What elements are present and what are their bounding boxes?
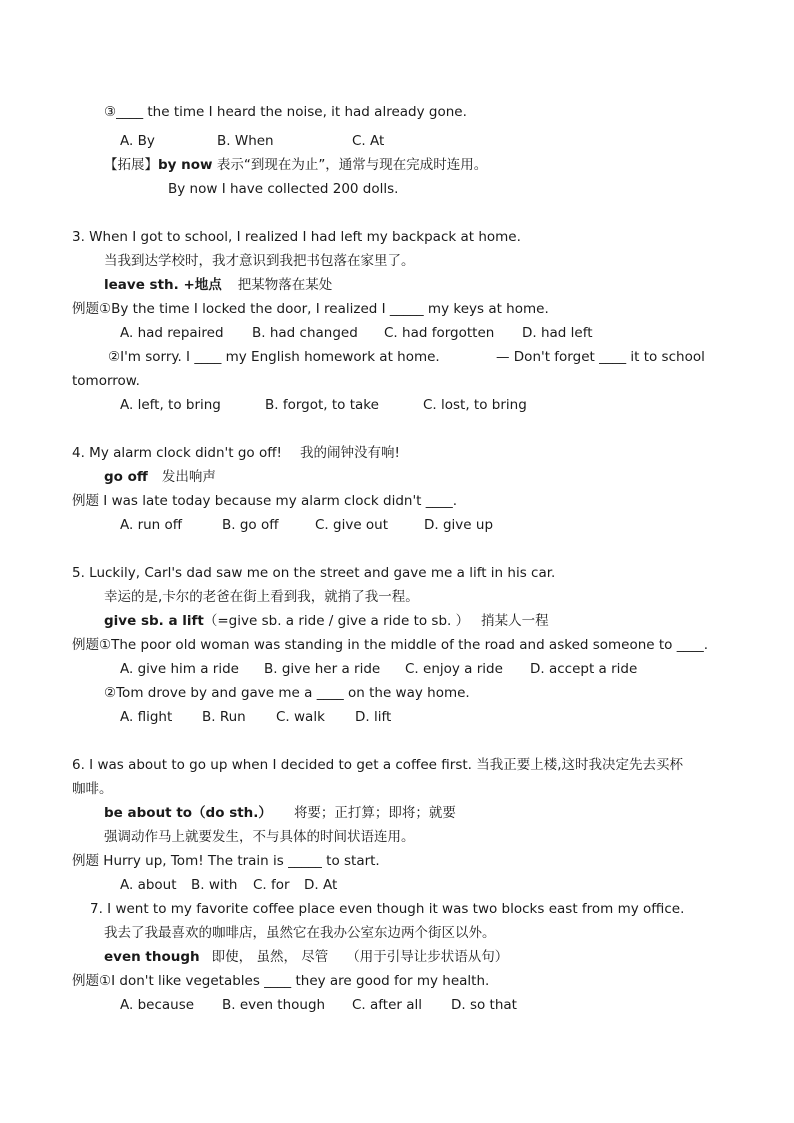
s4-option-d: D. give up <box>424 517 494 533</box>
s5-example-1 <box>72 636 708 654</box>
extension-label: 【拓展】 <box>104 157 158 173</box>
extension-text: 表示“到现在为止”，通常与现在完成时连用。 <box>212 157 488 173</box>
s4-sentence: 4. My alarm clock didn't go off! <box>72 445 282 461</box>
s5-sentence: 5. Luckily, Carl's dad saw me on the street and gave me a lift in his car. <box>72 565 556 581</box>
example-label: 例题 <box>72 493 99 509</box>
s7-example <box>72 972 489 990</box>
s6-option-c: C. for <box>253 877 290 893</box>
s5-example-2-stem: ②Tom drove by and gave me a ____ on the way home. <box>104 685 470 701</box>
s7-phrase-line <box>104 948 508 966</box>
s3-ex2-option-a: A. left, to bring <box>120 397 221 413</box>
s3-example-1 <box>72 300 549 318</box>
s7-option-c: C. after all <box>352 997 423 1013</box>
s5-phrase-meaning: 捎某人一程 <box>481 613 549 629</box>
s4-example-stem: I was late today because my alarm clock didn't ____. <box>99 493 458 509</box>
s5-translation: 幸运的是,卡尔的老爸在街上看到我，就捎了我一程。 <box>104 589 419 605</box>
example-label: 例题 <box>72 301 99 317</box>
s7-example-stem: ①I don't like vegetables ____ they are good for my health. <box>99 973 490 989</box>
s3-ex1-option-b: B. had changed <box>252 325 358 341</box>
s5-ex2-option-c: C. walk <box>276 709 325 725</box>
s4-phrase-meaning: 发出响声 <box>161 469 216 485</box>
s3-sentence: 3. When I got to school, I realized I had left my backpack at home. <box>72 229 521 245</box>
q3-option-c: C. At <box>352 133 385 149</box>
s6-example <box>72 852 380 870</box>
s3-example-1-stem: ①By the time I locked the door, I realized I _____ my keys at home. <box>99 301 549 317</box>
s3-translation: 当我到达学校时，我才意识到我把书包落在家里了。 <box>104 253 415 269</box>
s6-option-b: B. with <box>191 877 238 893</box>
s4-option-a: A. run off <box>120 517 183 533</box>
extension-example: By now I have collected 200 dolls. <box>168 181 399 197</box>
s5-ex2-option-b: B. Run <box>202 709 246 725</box>
q3-option-b: B. When <box>217 133 274 149</box>
s7-option-a: A. because <box>120 997 195 1013</box>
s3-ex1-option-c: C. had forgotten <box>384 325 495 341</box>
s3-example-2-reply: — Don't forget ____ it to school <box>496 349 705 365</box>
s3-example-2-continuation: tomorrow. <box>72 373 140 389</box>
q3-option-a: A. By <box>120 133 155 149</box>
s6-note: 强调动作马上就要发生，不与具体的时间状语连用。 <box>104 829 415 845</box>
s4-translation: 我的闹钟没有响! <box>299 445 400 461</box>
example-label: 例题 <box>72 637 99 653</box>
s6-sentence-continuation: 咖啡。 <box>72 781 113 797</box>
s5-phrase: give sb. a lift <box>104 613 204 629</box>
s7-sentence: 7. I went to my favorite coffee place even though it was two blocks east from my office. <box>90 901 685 917</box>
s6-sentence: 6. I was about to go up when I decided to get a coffee first. 当我正要上楼,这时我决定先去买杯 <box>72 757 684 773</box>
s7-phrase: even though <box>104 949 200 965</box>
s4-example <box>72 492 457 510</box>
s5-ex1-option-c: C. enjoy a ride <box>405 661 503 677</box>
s6-phrase-meaning: 将要；正打算；即将；就要 <box>293 805 456 821</box>
s5-ex2-option-d: D. lift <box>355 709 392 725</box>
s6-example-stem: Hurry up, Tom! The train is _____ to start. <box>99 853 380 869</box>
s6-phrase-line <box>104 804 456 822</box>
example-label: 例题 <box>72 973 99 989</box>
s5-ex2-option-a: A. flight <box>120 709 173 725</box>
s5-phrase-line <box>104 612 549 630</box>
s3-phrase: leave sth. +地点 <box>104 277 222 293</box>
s3-phrase-line <box>104 276 332 294</box>
s4-phrase-line <box>104 468 216 486</box>
s4-option-c: C. give out <box>315 517 389 533</box>
s5-ex1-option-a: A. give him a ride <box>120 661 239 677</box>
s6-option-a: A. about <box>120 877 177 893</box>
s4-sentence-line <box>72 444 400 462</box>
s5-ex1-option-b: B. give her a ride <box>264 661 381 677</box>
s3-ex2-option-c: C. lost, to bring <box>423 397 527 413</box>
s6-phrase: be about to（do sth.） <box>104 805 272 821</box>
s7-phrase-meaning: 即使， 虽然， 尽管 <box>211 949 329 965</box>
example-label: 例题 <box>72 853 99 869</box>
s4-phrase: go off <box>104 469 148 485</box>
s3-ex1-option-d: D. had left <box>522 325 593 341</box>
q3-stem: ③____ the time I heard the noise, it had already gone. <box>104 104 467 120</box>
s6-option-d: D. At <box>304 877 338 893</box>
s3-example-2-stem: ②I'm sorry. I ____ my English homework at home. <box>108 349 440 365</box>
s4-option-b: B. go off <box>222 517 279 533</box>
s3-ex1-option-a: A. had repaired <box>120 325 224 341</box>
extension-term: by now <box>158 157 213 173</box>
s7-option-d: D. so that <box>451 997 517 1013</box>
extension-note <box>104 156 487 174</box>
s5-ex1-option-d: D. accept a ride <box>530 661 638 677</box>
s5-example-1-stem: ①The poor old woman was standing in the middle of the road and asked someone to ____. <box>99 637 709 653</box>
s5-phrase-note: （=give sb. a ride / give a ride to sb. ） <box>203 613 470 629</box>
s7-phrase-note: （用于引导让步状语从句） <box>346 949 509 965</box>
s7-translation: 我去了我最喜欢的咖啡店，虽然它在我办公室东边两个街区以外。 <box>104 925 496 941</box>
s3-ex2-option-b: B. forgot, to take <box>265 397 379 413</box>
s7-option-b: B. even though <box>222 997 326 1013</box>
s3-phrase-meaning: 把某物落在某处 <box>237 277 333 293</box>
